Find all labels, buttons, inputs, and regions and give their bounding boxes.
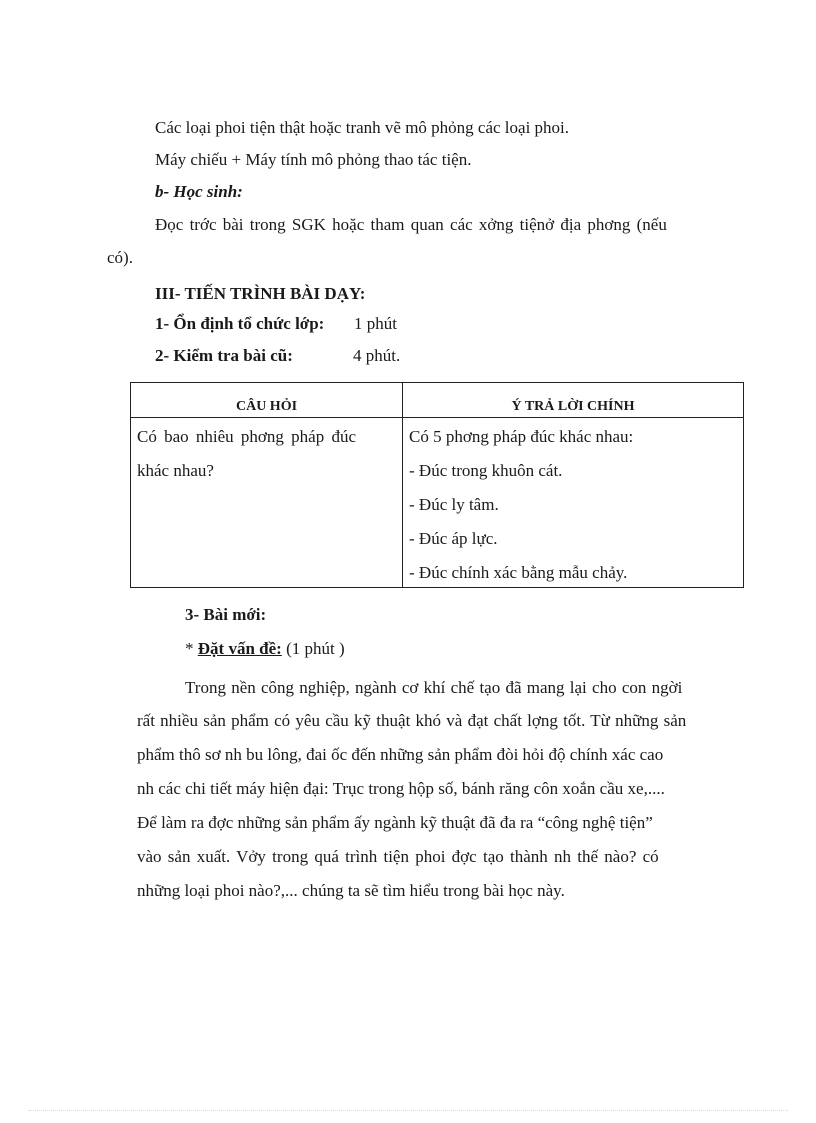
teacher-material-line-1: Các loại phoi tiện thật hoặc tranh vẽ mô phỏng các loại phoi.	[155, 118, 570, 137]
question-line-2: khác nhau?	[137, 461, 214, 480]
step-2-time: 4 phút.	[353, 346, 401, 365]
answer-line: - Đúc chính xác bằng mẫu chảy.	[409, 563, 628, 582]
paragraph-line-3: phẩm thô sơ nh bu lông, đai ốc đến những sản phẩm đòi hỏi độ chính xác cao	[137, 745, 664, 764]
answer-cell	[403, 418, 744, 588]
new-lesson-heading: 3- Bài mới:	[185, 605, 267, 624]
step-2-label: 2- Kiểm tra bài cũ:	[155, 346, 293, 365]
qa-table-row	[131, 418, 744, 588]
student-prep-line-2: có).	[107, 248, 133, 267]
section-heading: III- TIẾN TRÌNH BÀI DẠY:	[155, 284, 366, 303]
question-cell	[131, 418, 403, 588]
paragraph-line-7: những loại phoi nào?,... chúng ta sẽ tìm hiểu trong bài học này.	[137, 881, 565, 900]
col-question-header: CÂU HỎI	[131, 383, 403, 418]
problem-label: Đặt vấn đề:	[197, 639, 282, 658]
paragraph-line-6: vào sản xuất. Vởy trong quá trình tiện phoi đợc tạo thành nh thế nào? có	[137, 847, 659, 866]
page-bottom-rule	[28, 1110, 788, 1111]
teacher-material-line-2: Máy chiếu + Máy tính mô phỏng thao tác tiện.	[155, 150, 472, 169]
paragraph-line-2: rất nhiều sản phẩm có yêu cầu kỹ thuật khó và đạt chất lợng tốt. Từ những sản	[137, 711, 687, 730]
question-line-1: Có bao nhiêu phơng pháp đúc	[137, 427, 356, 446]
col-answer-header: Ý TRẢ LỜI CHÍNH	[403, 383, 744, 418]
answer-line: - Đúc ly tâm.	[409, 495, 499, 514]
paragraph-line-4: nh các chi tiết máy hiện đại: Trục trong hộp số, bánh răng côn xoắn cầu xe,....	[137, 779, 665, 798]
problem-statement	[185, 638, 345, 660]
problem-time: (1 phút )	[286, 639, 345, 658]
qa-table	[130, 382, 744, 588]
answer-line: Có 5 phơng pháp đúc khác nhau:	[409, 427, 634, 446]
answer-line: - Đúc trong khuôn cát.	[409, 461, 563, 480]
problem-prefix: *	[185, 639, 194, 658]
paragraph-line-1: Trong nền công nghiệp, ngành cơ khí chế tạo đã mang lại cho con ngời	[185, 678, 683, 697]
student-prep-line-1: Đọc trớc bài trong SGK hoặc tham quan các xởng tiệnở địa phơng (nếu	[155, 215, 667, 234]
paragraph-line-5: Để làm ra đợc những sản phẩm ấy ngành kỹ thuật đã đa ra “công nghệ tiện”	[137, 813, 653, 832]
qa-table-header-row	[131, 383, 744, 418]
step-1-label: 1- Ổn định tổ chức lớp:	[155, 314, 325, 333]
step-1-time: 1 phút	[354, 314, 397, 333]
student-heading: b- Học sinh:	[155, 182, 243, 201]
answer-line: - Đúc áp lực.	[409, 529, 498, 548]
